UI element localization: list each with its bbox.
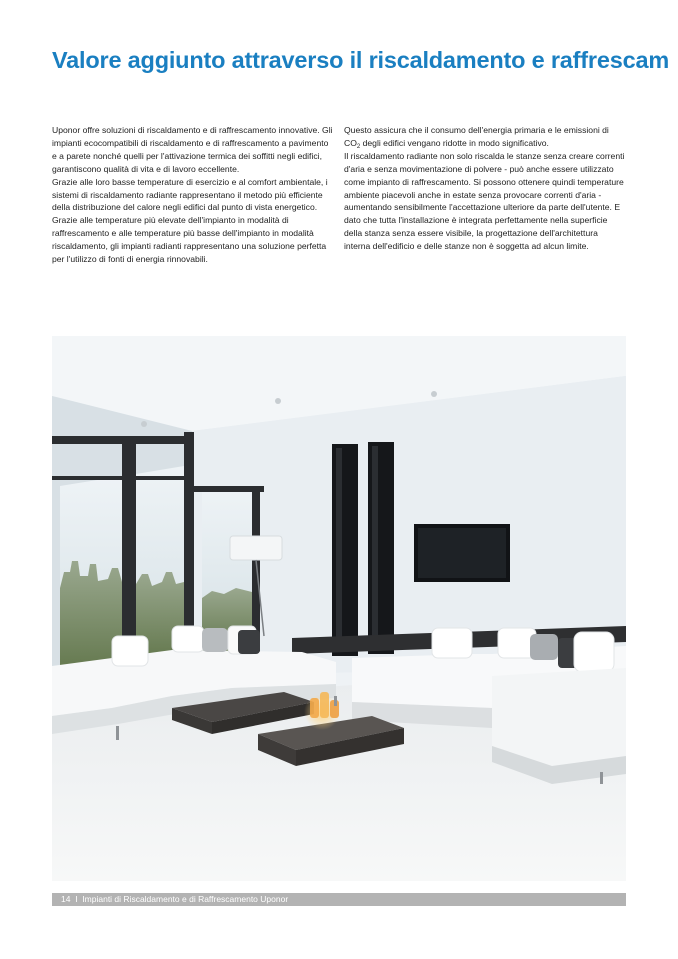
left-paragraph-3: Grazie alle temperature più elevate dell'impianto in modalità di raffrescamento e alle temperature più basse dell'impianto in modalità riscaldamento, gli impianti radianti rappresentano una soluzione perfetta per l'utilizzo di fonti di energia rinnovabili. <box>52 215 327 265</box>
left-text-column <box>52 124 334 266</box>
left-paragraph-2: Grazie alle loro basse temperature di esercizio e al comfort ambientale, i sistemi di riscaldamento radiante rappresentano il metodo più efficiente della distribuzione del calore negli edifici dal punto di vista energetico. <box>52 176 328 213</box>
footer-publication-title: Impianti di Riscaldamento e di Raffrescamento Uponor <box>82 894 289 904</box>
living-room-illustration <box>52 336 626 881</box>
page-title: Valore aggiunto attraverso il riscaldamento e raffrescam <box>52 47 670 73</box>
right-paragraph-2: Il riscaldamento radiante non solo riscalda le stanze senza creare correnti d'aria e senza movimentazione di polvere - può anche essere utilizzato come impianto di raffrescamento. Si possono ottenere quindi temperature ambiente piacevoli anche in estate senza provocare correnti d'aria - aumentando sensibilmente l'accettazione ulteriore da parte dell'utente. E dato che tutta l'installazione è integrata perfettamente nella superficie della stanza senza essere visibile, la progettazione dell'architettura interna dell'edificio e delle stanze non è soggetta ad alcun limite. <box>344 150 625 252</box>
footer-bar <box>52 893 626 906</box>
right-paragraph-1-end: degli edifici vengano ridotte in modo significativo. <box>360 137 549 148</box>
footer-page-number: 14 <box>61 894 71 904</box>
footer-text <box>61 893 288 906</box>
left-paragraph-1: Uponor offre soluzioni di riscaldamento e di raffrescamento innovative. Gli impianti ecocompatibili di riscaldamento e di raffrescamento a pavimento e a parete nonché quelli per l'attivazione termica dei soffitti negli edifici, garantiscono qualità di vita e di lavoro eccellente. <box>52 125 333 174</box>
right-paragraph-1-start: Questo assicura che il consumo dell'energia primaria e le emissioni di CO <box>344 125 609 148</box>
co2-subscript: 2 <box>356 143 361 150</box>
right-text-column <box>344 124 626 253</box>
living-room-photo <box>52 336 626 881</box>
footer-separator: I <box>75 894 78 904</box>
right-paragraph-1 <box>344 124 626 150</box>
